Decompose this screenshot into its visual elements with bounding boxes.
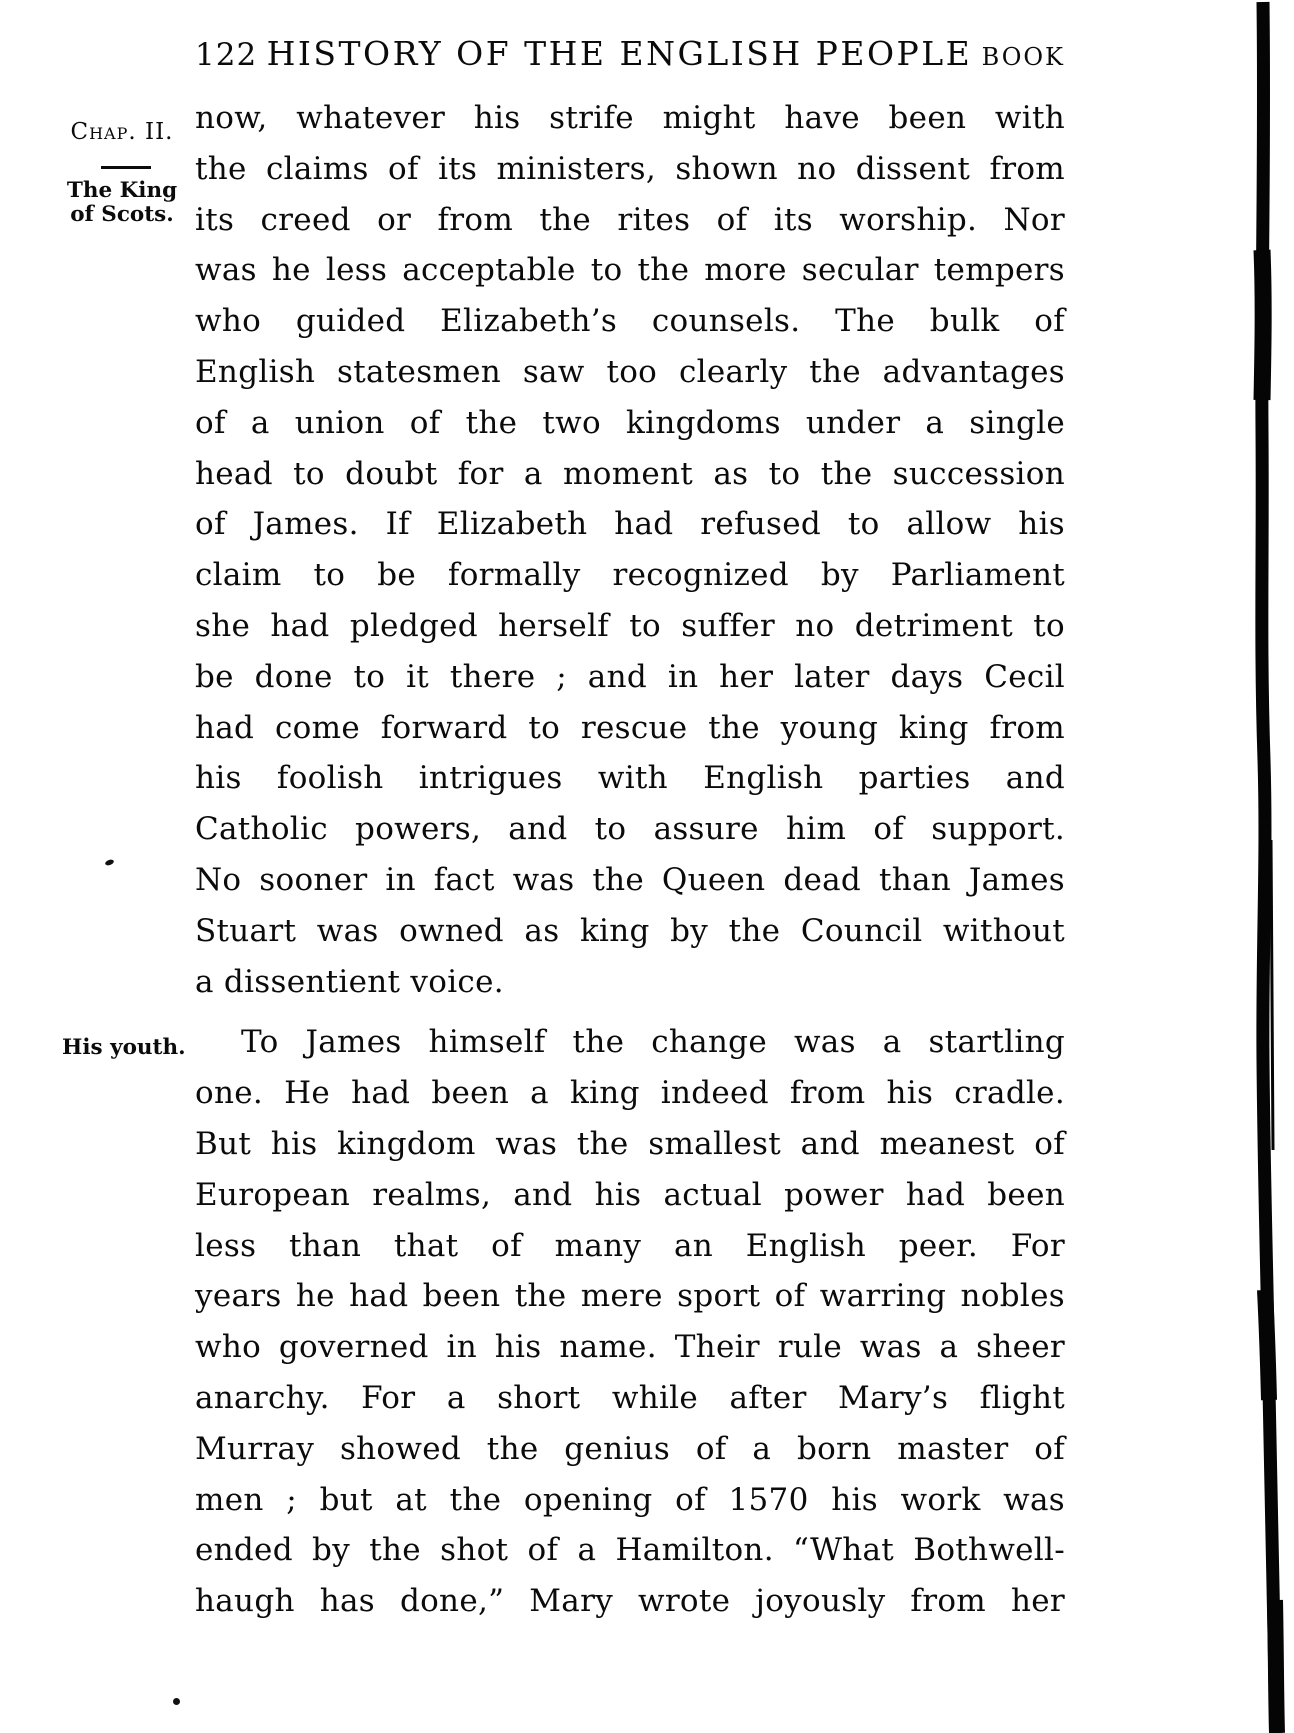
- body-line: English statesmen saw too clearly the advantages: [195, 353, 1065, 390]
- body-line: ended by the shot of a Hamilton. “What Bothwell-: [195, 1532, 1065, 1569]
- body-line: head to doubt for a moment as to the succession: [195, 455, 1065, 492]
- margin-note-king-of-scots: [52, 179, 192, 227]
- paragraph-king-of-scots: [195, 93, 1065, 1007]
- body-line: less than that of many an English peer. For: [195, 1227, 1065, 1264]
- margin-note-king-line2: of Scots.: [70, 202, 174, 227]
- body-line: of James. If Elizabeth had refused to allow his: [195, 506, 1065, 543]
- body-line: who guided Elizabeth’s counsels. The bulk of: [195, 303, 1065, 340]
- body-line: of a union of the two kingdoms under a single: [195, 404, 1065, 441]
- body-line: No sooner in fact was the Queen dead than James: [195, 861, 1065, 898]
- body-line: was he less acceptable to the more secular tempers: [195, 252, 1065, 289]
- body-line: the claims of its ministers, shown no dissent from: [195, 150, 1065, 187]
- body-line: she had pledged herself to suffer no detriment to: [195, 607, 1065, 644]
- body-line: anarchy. For a short while after Mary’s flight: [195, 1379, 1065, 1416]
- body-line: years he had been the mere sport of warring nobles: [195, 1278, 1065, 1315]
- body-line: European realms, and his actual power had been: [195, 1176, 1065, 1213]
- body-line: who governed in his name. Their rule was a sheer: [195, 1329, 1065, 1366]
- body-line: had come forward to rescue the young king from: [195, 709, 1065, 746]
- running-title: HISTORY OF THE ENGLISH PEOPLE: [266, 34, 973, 73]
- margin-note-his-youth: His youth.: [62, 1035, 186, 1060]
- scan-speck: [173, 1698, 180, 1705]
- paragraph-his-youth: [195, 1017, 1065, 1627]
- binding-edge-scan-artifact: [1248, 0, 1294, 1733]
- body-line: one. He had been a king indeed from his cradle.: [195, 1075, 1065, 1112]
- body-line: Stuart was owned as king by the Council without: [195, 912, 1065, 949]
- body-line: a dissentient voice.: [195, 963, 504, 1000]
- body-line: its creed or from the rites of its worship. Nor: [195, 201, 1065, 238]
- body-line: now, whatever his strife might have been with: [195, 100, 1065, 136]
- margin-note-chapter: Chap. II.: [70, 119, 174, 145]
- body-line: be done to it there ; and in her later days Cecil: [195, 658, 1065, 695]
- running-head: [195, 34, 1065, 73]
- body-line: claim to be formally recognized by Parliament: [195, 557, 1065, 594]
- text-column: [195, 93, 1065, 1627]
- body-line: men ; but at the opening of 1570 his work was: [195, 1481, 1065, 1518]
- body-line: To James himself the change was a startling: [241, 1024, 1065, 1061]
- body-line: Catholic powers, and to assure him of support.: [195, 811, 1065, 848]
- body-line: But his kingdom was the smallest and meanest of: [195, 1125, 1065, 1162]
- body-line: haugh has done,” Mary wrote joyously from her: [195, 1583, 1065, 1620]
- body-line: his foolish intrigues with English parties and: [195, 760, 1065, 797]
- margin-note-king-line1: The King: [66, 178, 178, 203]
- scan-speck: [104, 859, 114, 867]
- book-label: BOOK: [981, 43, 1065, 71]
- page-number: 122: [195, 37, 258, 73]
- margin-divider-rule: [101, 166, 151, 169]
- body-line: Murray showed the genius of a born master of: [195, 1430, 1065, 1467]
